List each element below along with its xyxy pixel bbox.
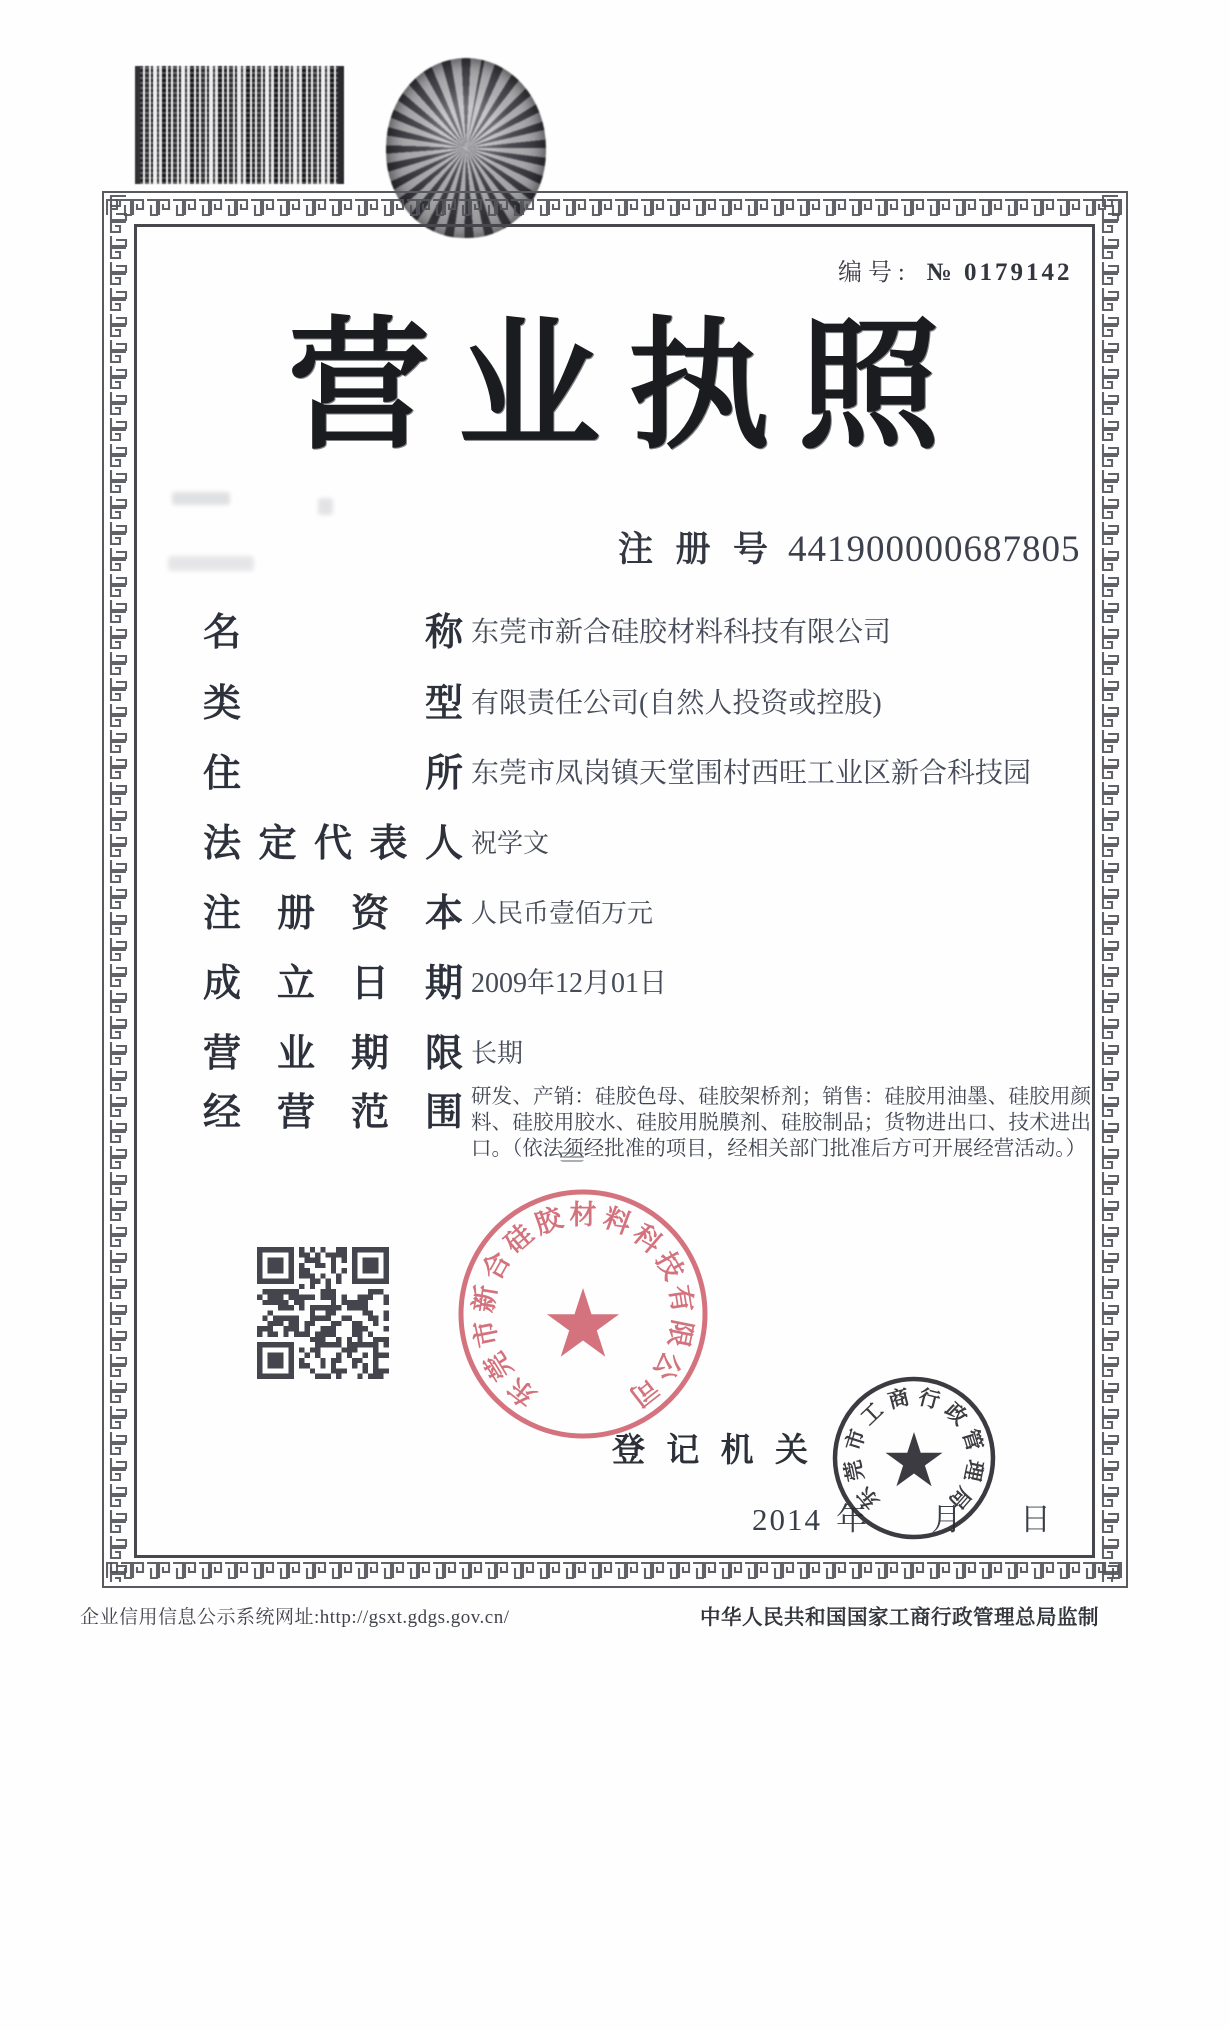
footer-issuing-authority: 中华人民共和国国家工商行政管理总局监制 bbox=[700, 1607, 1099, 1629]
barcode-image bbox=[135, 66, 344, 184]
meander-border-right bbox=[1098, 195, 1122, 1582]
field-label: 注 册 资 本 bbox=[203, 893, 463, 935]
field-label: 法 定 代 表 人 bbox=[203, 823, 463, 865]
svg-text:商: 商 bbox=[885, 1384, 912, 1414]
field-value: 东莞市新合硅胶材料科技有限公司 bbox=[471, 617, 892, 648]
svg-text:行: 行 bbox=[916, 1384, 943, 1414]
issue-year: 2014 bbox=[752, 1502, 822, 1537]
svg-text:公: 公 bbox=[647, 1346, 688, 1386]
footer-public-system-url: 企业信用信息公示系统网址:http://gsxt.gdgs.gov.cn/ bbox=[80, 1607, 510, 1628]
svg-text:政: 政 bbox=[940, 1397, 972, 1430]
svg-text:胶: 胶 bbox=[530, 1202, 567, 1240]
registration-number-value: 441900000687805 bbox=[788, 529, 1081, 570]
field-value: 东莞市凤岗镇天堂围村西旺工业区新合科技园 bbox=[471, 758, 1032, 789]
svg-text:有: 有 bbox=[663, 1283, 698, 1315]
field-value: 研发、产销：硅胶色母、硅胶架桥剂；销售：硅胶用油墨、硅胶用颜料、硅胶用胶水、硅胶用脱膜剂、硅胶制品；货物进出口、技术进出口。（依法须经批准的项目，经相关部门批准后方可开展经营活动。） bbox=[471, 1086, 1091, 1160]
field-label: 名 称 bbox=[203, 612, 463, 654]
svg-text:东: 东 bbox=[852, 1482, 884, 1514]
meander-border-bottom bbox=[106, 1558, 1122, 1582]
svg-text:技: 技 bbox=[649, 1246, 690, 1285]
svg-text:理: 理 bbox=[959, 1457, 988, 1484]
field-row-establishment-date bbox=[203, 961, 667, 1007]
serial-label: 编号: bbox=[838, 260, 911, 286]
field-label: 营 业 期 限 bbox=[203, 1033, 463, 1075]
meander-border-left bbox=[106, 195, 130, 1582]
field-label: 经 营 范 围 bbox=[203, 1092, 463, 1134]
qr-code bbox=[257, 1247, 389, 1379]
registration-number-label: 注 册 号 bbox=[618, 530, 768, 569]
field-value: 2009年12月01日 bbox=[471, 968, 668, 999]
field-value: 人民币壹佰万元 bbox=[471, 899, 654, 928]
license-title: 营 业 执 照 bbox=[288, 308, 940, 466]
field-row-business-scope bbox=[203, 1082, 1091, 1162]
svg-text:工: 工 bbox=[856, 1397, 888, 1430]
field-row-name bbox=[203, 610, 891, 656]
field-row-business-term bbox=[203, 1031, 523, 1077]
field-value: 祝学文 bbox=[471, 829, 550, 858]
field-label: 类 型 bbox=[203, 683, 463, 725]
svg-text:合: 合 bbox=[476, 1246, 517, 1285]
day-unit: 日 bbox=[1020, 1502, 1051, 1537]
svg-text:硅: 硅 bbox=[498, 1218, 539, 1259]
registrar-label: 登 记 机 关 bbox=[612, 1433, 808, 1469]
svg-text:科: 科 bbox=[627, 1218, 668, 1259]
field-row-registered-capital bbox=[203, 891, 653, 937]
svg-text:莞: 莞 bbox=[840, 1457, 869, 1484]
authority-seal bbox=[828, 1372, 1000, 1544]
meander-border-top bbox=[106, 195, 1122, 219]
svg-text:限: 限 bbox=[662, 1317, 698, 1350]
field-label: 住 所 bbox=[203, 753, 463, 795]
svg-text:局: 局 bbox=[944, 1482, 976, 1514]
registration-number-line bbox=[618, 522, 1081, 572]
field-value: 有限责任公司(自然人投资或控股) bbox=[471, 688, 882, 719]
svg-text:新: 新 bbox=[468, 1283, 503, 1315]
svg-text:市: 市 bbox=[468, 1317, 504, 1350]
scan-artifact bbox=[168, 556, 254, 571]
svg-text:料: 料 bbox=[599, 1202, 636, 1240]
svg-text:司: 司 bbox=[624, 1371, 664, 1413]
year-unit: 年 bbox=[836, 1502, 867, 1537]
scan-artifact bbox=[560, 1152, 584, 1162]
serial-number: № 0179142 bbox=[926, 259, 1073, 286]
svg-text:材: 材 bbox=[569, 1200, 597, 1230]
svg-text:莞: 莞 bbox=[478, 1346, 519, 1386]
svg-text:市: 市 bbox=[841, 1426, 871, 1454]
month-unit: 月 bbox=[931, 1502, 962, 1537]
field-value: 长期 bbox=[471, 1039, 524, 1068]
field-row-address bbox=[203, 751, 1031, 797]
field-label: 成 立 日 期 bbox=[203, 963, 463, 1005]
scan-artifact bbox=[172, 492, 230, 505]
company-seal bbox=[452, 1183, 714, 1445]
scan-artifact bbox=[318, 498, 333, 515]
field-row-legal-representative bbox=[203, 821, 549, 867]
svg-text:管: 管 bbox=[957, 1426, 987, 1454]
svg-text:东: 东 bbox=[502, 1371, 542, 1413]
field-row-type bbox=[203, 681, 882, 727]
